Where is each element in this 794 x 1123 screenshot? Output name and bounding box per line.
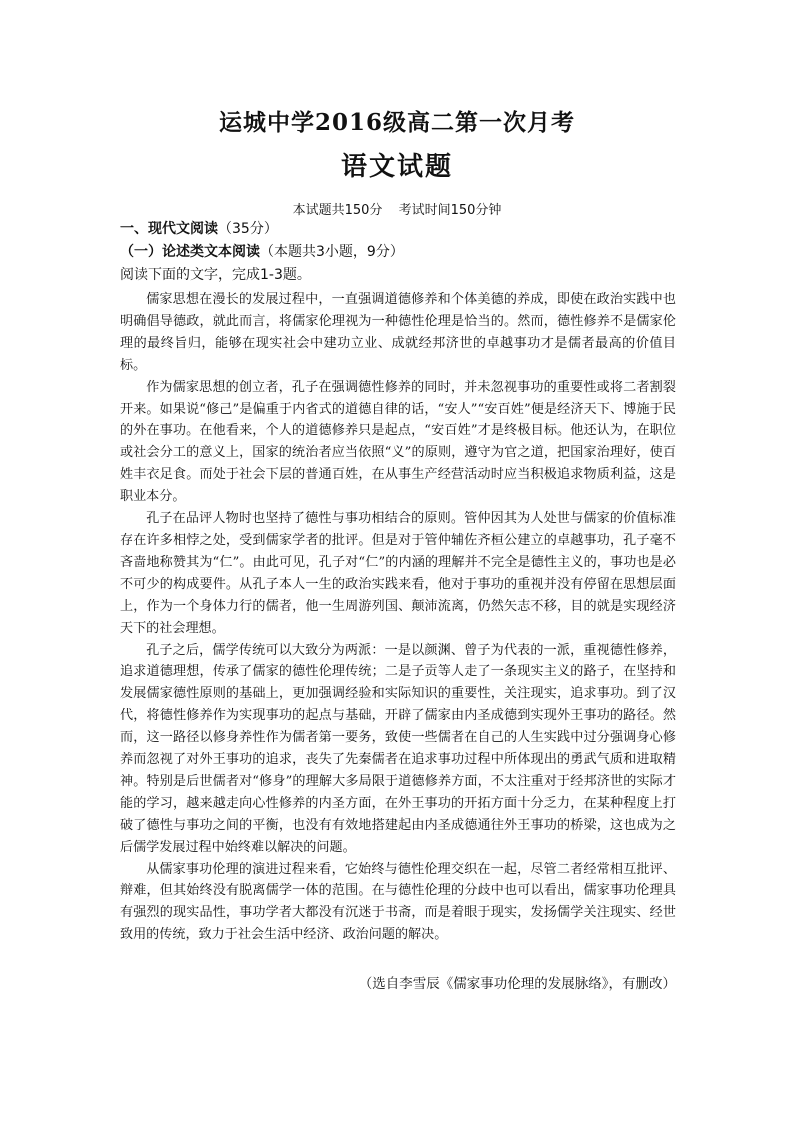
passage-paragraph-2: 作为儒家思想的创立者，孔子在强调德性修养的同时，并未忽视事功的重要性或将二者割裂开来。如果说“修己”是偏重于内省式的道德自律的话，“安人”“安百姓”便是经济天下、博施于民的外在事功。在他看来，个人的道德修养只是起点，“安百姓”才是终极目标。他还认为，在职位或社会分工的意义上，国家的统治者应当依照“义”的原则，遵守为官之道，把国家治理好，使百姓丰衣足食。而处于社会下层的普通百姓，在从事生产经营活动时应当积极追求物质利益，这是职业本分。 [120, 379, 676, 505]
section-heading-points: （35分） [218, 221, 278, 237]
section-heading-text: 一、现代文阅读 [120, 221, 218, 237]
sub-section-heading-note: （本题共3小题，9分） [260, 244, 404, 260]
section-heading [120, 219, 278, 239]
subject-title: 语文试题 [340, 152, 453, 182]
reading-passage [120, 289, 676, 946]
passage-paragraph-4: 孔子之后，儒学传统可以大致分为两派：一是以颜渊、曾子为代表的一派，重视德性修养，追求道德理想，传承了儒家的德性伦理传统；二是子贡等人走了一条现实主义的路子，在坚持和发展儒家德性原则的基础上，更加强调经验和实际知识的重要性，关注现实，追求事功。到了汉代，将德性修养作为实现事功的起点与基础，开辟了儒家由内圣成德到实现外王事功的路径。然而，这一路径以修身养性作为儒者第一要务，致使一些儒者在自己的人生实践中过分强调身心修养而忽视了对外王事功的追求，丧失了先秦儒者在追求事功过程中所体现出的勇武气质和进取精神。特别是后世儒者对“修身”的理解大多局限于道德修养方面，不太注重对于经邦济世的实际才能的学习，越来越走向心性修养的内圣方面，在外王事功的开拓方面十分乏力，在某种程度上打破了德性与事功之间的平衡，也没有有效地搭建起由内圣成德通往外王事功的桥梁，这也成为之后儒学发展过程中始终难以解决的问题。 [120, 642, 676, 855]
passage-paragraph-3: 孔子在品评人物时也坚持了德性与事功相结合的原则。管仲因其为人处世与儒家的价值标准存在许多相悖之处，受到儒家学者的批评。但是对于管仲辅佐齐桓公建立的卓越事功，孔子毫不吝啬地称赞其为“仁”。由此可见，孔子对“仁”的内涵的理解并不完全是德性主义的，事功也是必不可少的构成要件。从孔子本人一生的政治实践来看，他对于事功的重视并没有停留在思想层面上，作为一个身体力行的儒者，他一生周游列国、颠沛流离，仍然矢志不移，目的就是实现经济天下的社会理想。 [120, 511, 676, 636]
exam-info [0, 199, 794, 218]
sub-section-heading [120, 242, 404, 262]
passage-paragraph-5: 从儒家事功伦理的演进过程来看，它始终与德性伦理交织在一起，尽管二者经常相互批评、辩难，但其始终没有脱离儒学一体的范围。在与德性伦理的分歧中也可以看出，儒家事功伦理具有强烈的现实品性，事功学者大都没有沉迷于书斋，而是着眼于现实，发扬儒学关注现实、经世致用的传统，致力于社会生活中经济、政治问题的解决。 [120, 861, 676, 943]
sub-section-heading-text: （一）论述类文本阅读 [120, 244, 260, 260]
exam-title: 运城中学2016级高二第一次月考 [218, 109, 575, 136]
score-info: 本试题共150分 [292, 203, 383, 218]
passage-paragraph-1: 儒家思想在漫长的发展过程中，一直强调道德修养和个体美德的养成，即使在政治实践中也明确倡导德政，就此而言，将儒家伦理视为一种德性伦理是恰当的。然而，德性修养不是儒家伦理的最终旨归，能够在现实社会中建功立业、成就经邦济世的卓越事功才是儒者最高的价值目标。 [120, 292, 676, 373]
passage-source: （选自李雪辰《儒家事功伦理的发展脉络》，有删改） [358, 976, 676, 992]
time-info: 考试时间150分钟 [398, 203, 502, 218]
reading-instruction: 阅读下面的文字，完成1-3题。 [120, 267, 311, 283]
